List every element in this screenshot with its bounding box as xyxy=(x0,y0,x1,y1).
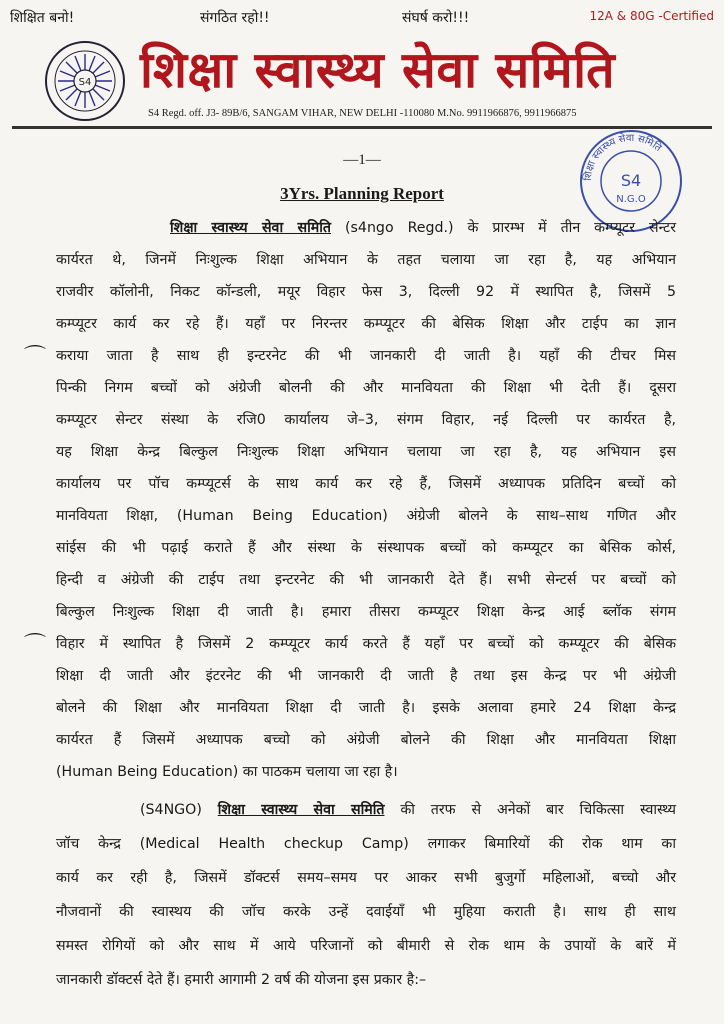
paragraph1-line: पिन्की निगम बच्चों को अंग्रेजी बोलनी की और मानवियता की शिक्षा भी देती हैं। दूसरा xyxy=(56,380,676,396)
report-title: 3Yrs. Planning Report xyxy=(280,184,444,203)
paragraph1-line: हिन्दी व अंग्रेजी की टाईप तथा इन्टरनेट की भी जानकारी देते हैं। सभी सेन्टर्स पर बच्चों को xyxy=(56,572,676,588)
slogan-bar xyxy=(10,6,714,28)
slogan-struggle: संघर्ष करो!!! xyxy=(402,10,470,26)
punch-hole-mark: ⌒ xyxy=(24,345,47,370)
stamp-arc-text: शिक्षा स्वास्थ्य सेवा समिति xyxy=(582,132,664,182)
text-span: (s4ngo Regd.) के प्रारम्भ में तीन कम्प्यूटर सेन्टर xyxy=(331,220,676,236)
org-name-inline: शिक्षा स्वास्थ्य सेवा समिति xyxy=(170,220,332,236)
paragraph1-line: कार्यरत हैं जिसमें अध्यापक बच्चो को अंग्रेजी बोलने की शिक्षा और मानवियता शिक्षा xyxy=(56,732,676,748)
paragraph1-line: कार्यालय पर पॉच कम्प्यूटर्स के साथ कार्य कर रहे हैं, जिसमें अध्यापक प्रतिदिन बच्चों को xyxy=(56,476,676,492)
svg-text:S4: S4 xyxy=(78,77,92,88)
paragraph2-line: जॉच केन्द्र (Medical Health checkup Camp) लगाकर बिमारियों की रोक थाम का xyxy=(56,836,676,852)
paragraph2-line: कार्य कर रही है, जिसमें डॉक्टर्स समय–समय पर आकर सभी बुजुर्गो महिलाओं, बच्चो और xyxy=(56,870,676,886)
certification-label: 12A & 80G -Certified xyxy=(589,9,714,23)
paragraph2-line: जानकारी डॉक्टर्स देते हैं। हमारी आगामी 2 वर्ष की योजना इस प्रकार है:– xyxy=(56,972,427,988)
org-name-inline: शिक्षा स्वास्थ्य सेवा समिति xyxy=(217,802,385,818)
paragraph2-line: समस्त रोगियों को और साथ में आये परिजानों को बीमारी से रोक थाम के उपायों के बारें में xyxy=(56,938,676,954)
punch-hole-mark: ⌒ xyxy=(24,633,47,658)
paragraph1-line: बिल्कुल निःशुल्क शिक्षा दी जाती है। हमारा तीसरा कम्प्यूटर शिक्षा केन्द्र आई ब्लॉक संगम xyxy=(56,604,676,620)
paragraph1-line: (Human Being Education) का पाठकम चलाया जा रहा है। xyxy=(56,764,398,780)
slogan-organize: संगठित रहो!! xyxy=(200,10,270,26)
paragraph1-line: विहार में स्थापित है जिसमें 2 कम्प्यूटर कार्य करते हैं यहाँ पर बच्चों को कम्प्यूटर की बेसिक xyxy=(56,636,676,652)
paragraph1-line: कम्प्यूटर सेन्टर संस्था के रजि0 कार्यालय जे–3, संगम विहार, नई दिल्ली पर कार्यरत है, xyxy=(56,412,676,428)
org-name: शिक्षा स्वास्थ्य सेवा समिति xyxy=(140,41,616,99)
paragraph1-line: मानवियता शिक्षा, (Human Being Education) अंग्रेजी बोलने के साथ–साथ गणित और xyxy=(56,508,676,524)
text-span: (S4NGO) xyxy=(140,802,218,818)
paragraph1-line: यह शिक्षा केन्द्र बिल्कुल निःशुल्क शिक्षा अभियान चलाया जा रहा है, यह अभियान इस xyxy=(56,444,676,460)
page-number: —1— xyxy=(343,152,381,168)
paragraph1-line: कार्यरत थे, जिनमें निःशुल्क शिक्षा अभियान के तहत चलाया जा रहा है, यह अभियान xyxy=(56,252,676,268)
letterhead xyxy=(12,32,712,124)
paragraph1-line: कम्प्यूटर कार्य कर रहे हैं। यहाँ पर निरन्तर कम्प्यूटर की बेसिक शिक्षा और टाईप का ज्ञान xyxy=(56,316,676,332)
org-logo xyxy=(44,40,126,122)
stamp-center: S4 xyxy=(620,171,642,190)
slogan-educate: शिक्षित बनो! xyxy=(10,10,75,26)
stamp-sub: N.G.O xyxy=(616,194,646,205)
text-span: की तरफ से अनेकों बार चिकित्सा स्वास्थ्य xyxy=(384,802,676,818)
org-address: S4 Regd. off. J3- 89B/6, SANGAM VIHAR, NEW DELHI -110080 M.No. 9911966876, 9911966875 xyxy=(148,108,577,119)
paragraph2-line: नौजवानों की स्वास्थय की जॉच करके उन्हें दवाईयाँ भी मुहिया कराती है। साथ ही साथ xyxy=(56,904,676,920)
paragraph1-line xyxy=(170,218,676,237)
paragraph1-line: शिक्षा दी जाती और इंटरनेट की भी जानकारी दी जाती है तथा इस केन्द्र पर भी अंग्रेजी xyxy=(56,668,676,684)
paragraph1-line: बोलने की शिक्षा और मानवियता शिक्षा दी जाती है। इसके अलावा हमारे 24 शिक्षा केन्द्र xyxy=(56,700,676,716)
paragraph2-line xyxy=(140,800,676,819)
paragraph1-line: सांईस की भी पढ़ाई कराते हैं और संस्था के संस्थापक बच्चों को कम्प्यूटर का बेसिक कोर्स, xyxy=(56,540,676,556)
paragraph1-line: राजवीर कॉलोनी, निकट कॉन्डली, मयूर विहार फेस 3, दिल्ली 92 में स्थापित है, जिसमें 5 xyxy=(56,284,676,300)
paragraph1-line: कराया जाता है साथ ही इन्टरनेट की भी जानकारी दी जाती है। यहाँ की टीचर मिस xyxy=(56,348,676,364)
